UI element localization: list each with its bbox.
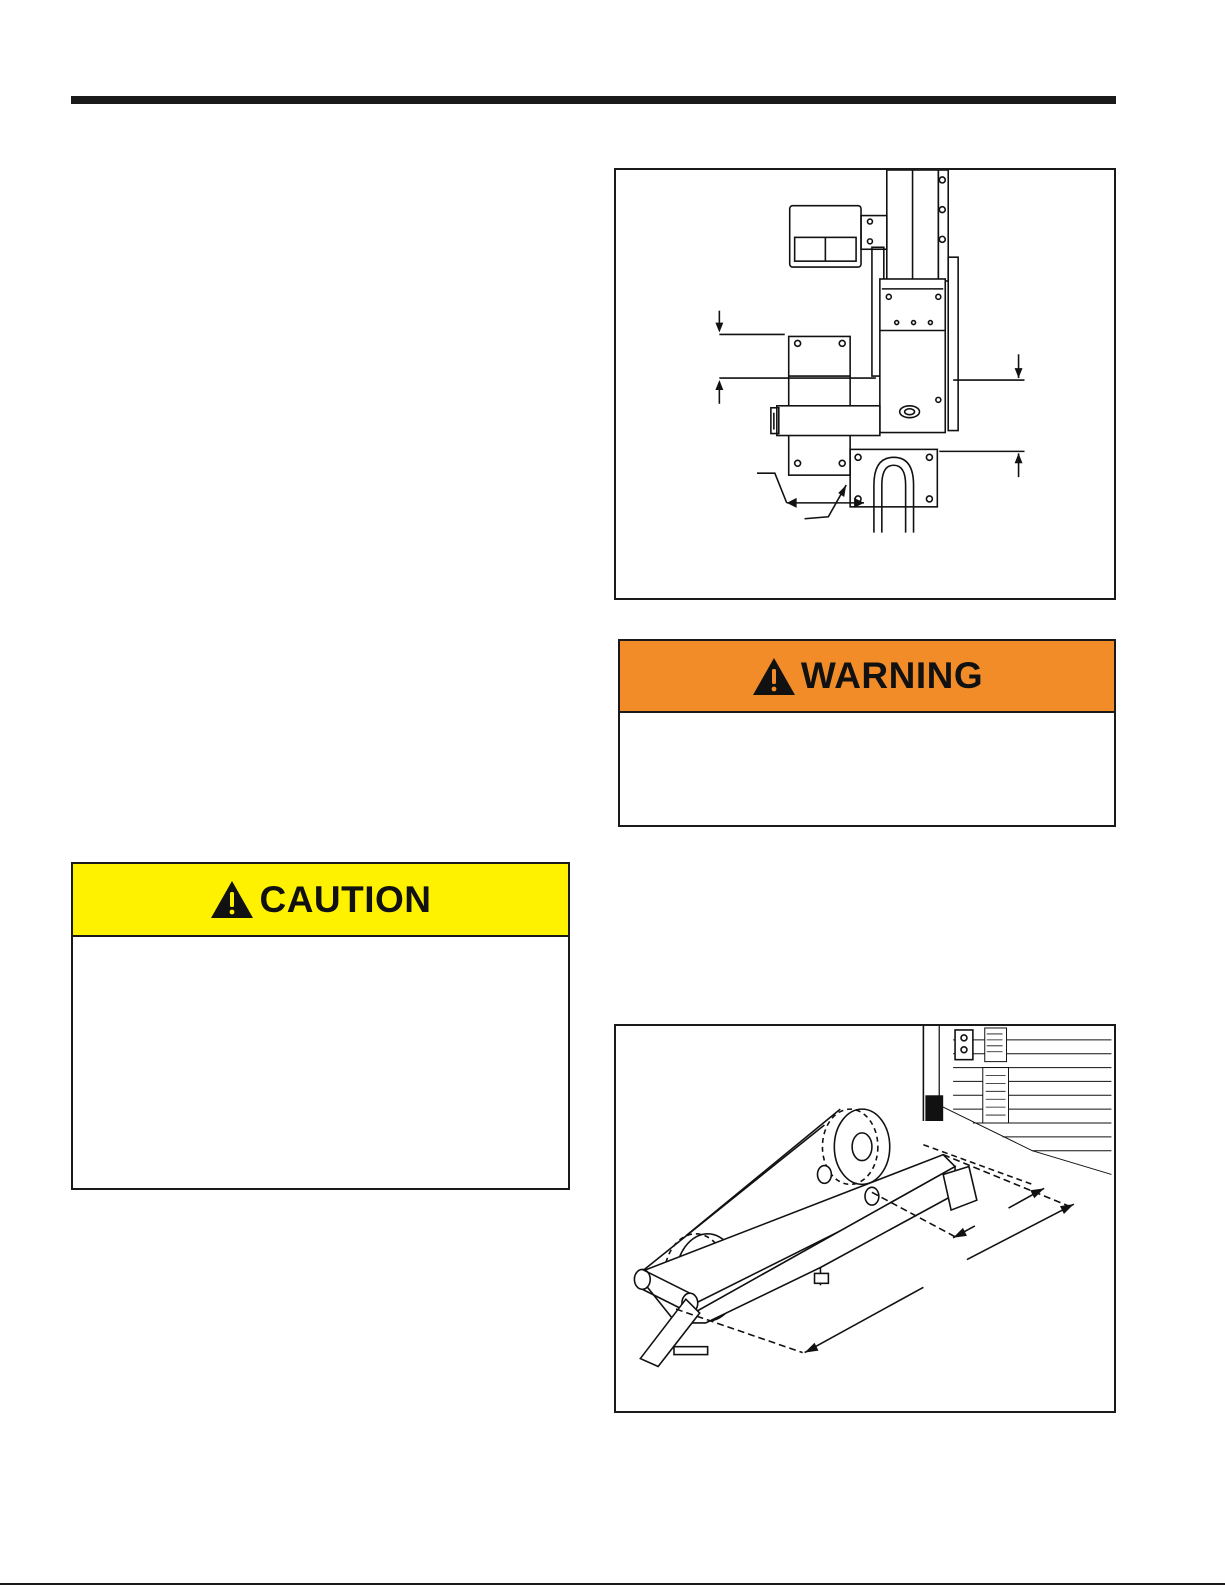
drive-mount-drawing	[616, 170, 1114, 598]
warning-triangle-icon	[209, 879, 255, 920]
drive-mount-figure	[614, 168, 1116, 600]
warning-triangle-icon	[751, 656, 797, 697]
caution-header	[73, 864, 568, 937]
warning-box	[618, 639, 1116, 827]
caution-label: CAUTION	[259, 878, 432, 920]
warning-header	[620, 641, 1114, 713]
caution-box	[71, 862, 570, 1190]
header-rule	[71, 96, 1116, 104]
conveyor-figure	[614, 1024, 1116, 1413]
warning-label: WARNING	[800, 655, 984, 696]
conveyor-drawing	[616, 1026, 1114, 1411]
